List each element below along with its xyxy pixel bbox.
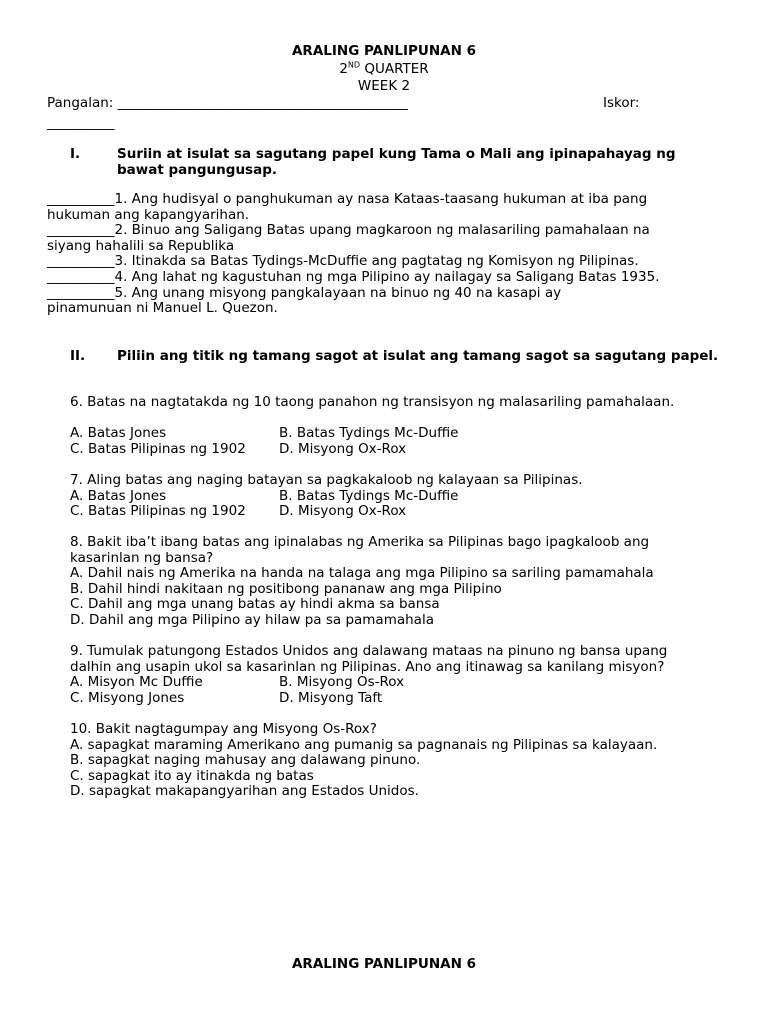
option-c: C. Batas Pilipinas ng 1902 [70, 503, 246, 520]
name-field[interactable] [47, 95, 408, 111]
part1-items [47, 192, 727, 317]
list-item: hukuman ang kapangyarihan. [47, 206, 250, 223]
question-text: 10. Bakit nagtagumpay ang Misyong Os-Rox? [70, 721, 377, 737]
list-item: __________1. Ang hudisyal o panghukuman ay nasa Kataas-taasang hukuman at iba pang [47, 191, 648, 207]
week-label: WEEK 2 [357, 78, 411, 94]
question-8 [70, 535, 730, 629]
name-label: Pangalan: [47, 95, 114, 111]
list-item: pinamunuan ni Manuel L. Quezon. [47, 300, 278, 317]
option-b: B. Dahil hindi nakitaan ng positibong pananaw ang mga Pilipino [70, 580, 502, 597]
question-text: dalhin ang usapin ukol sa kasarinlan ng Pilipinas. Ano ang itinawag sa kanilang misyon? [70, 658, 665, 675]
page-title: ARALING PANLIPUNAN 6 [291, 43, 477, 59]
option-c: C. Dahil ang mga unang batas ay hindi akma sa bansa [70, 596, 440, 613]
option-d: D. Misyong Ox-Rox [279, 440, 407, 457]
question-9 [70, 644, 730, 706]
option-a: A. Batas Jones [70, 425, 167, 441]
part2-instruction: Piliin ang titik ng tamang sagot at isulat ang tamang sagot sa sagutang papel. [117, 348, 719, 364]
question-text: 9. Tumulak patungong Estados Unidos ang dalawang mataas na pinuno ng bansa upang [70, 643, 668, 659]
part1-numeral: I. [70, 146, 81, 162]
option-b: B. sapagkat naging mahusay ang dalawang pinuno. [70, 752, 421, 769]
list-item: __________2. Binuo ang Saligang Batas upang magkaroon ng malasariling pamahalaan na [47, 222, 650, 239]
option-d: D. Misyong Ox-Rox [279, 503, 407, 520]
footer-title: ARALING PANLIPUNAN 6 [291, 956, 477, 972]
score-blank[interactable]: __________ [47, 115, 115, 131]
quarter-ordinal: ND [347, 60, 361, 70]
option-a: A. Batas Jones [70, 487, 167, 504]
option-a: A. Dahil nais ng Amerika na handa na talaga ang mga Pilipino sa sariling pamamahala [70, 565, 654, 582]
question-10 [70, 722, 730, 800]
quarter-label [0, 61, 768, 78]
question-text: 6. Batas na nagtatakda ng 10 taong panahon ng transisyon ng malasariling pamahalaan. [70, 394, 675, 410]
part1-instruction: Suriin at isulat sa sagutang papel kung Tama o Mali ang ipinapahayag ng bawat pangungusap. [117, 146, 676, 178]
list-item: siyang hahalili sa Republika [47, 237, 235, 254]
option-c: C. Misyong Jones [70, 689, 185, 706]
list-item: __________4. Ang lahat ng kagustuhan ng mga Pilipino ay nailagay sa Saligang Batas 1935. [47, 268, 660, 285]
option-c: C. Batas Pilipinas ng 1902 [70, 440, 246, 457]
option-b: B. Misyong Os-Rox [279, 674, 405, 691]
question-7 [70, 473, 730, 520]
option-a: A. Misyon Mc Duffie [70, 674, 203, 691]
quarter-word: QUARTER [364, 61, 429, 77]
part2-numeral: II. [70, 348, 86, 364]
option-d: D. sapagkat makapangyarihan ang Estados Unidos. [70, 783, 419, 800]
question-text: 7. Aling batas ang naging batayan sa pagkakaloob ng kalayaan sa Pilipinas. [70, 472, 583, 488]
question-text: kasarinlan ng bansa? [70, 549, 214, 566]
list-item: __________5. Ang unang misyong pangkalayaan na binuo ng 40 na kasapi ay [47, 284, 562, 301]
option-c: C. sapagkat ito ay itinakda ng batas [70, 767, 314, 784]
option-d: D. Dahil ang mga Pilipino ay hilaw pa sa pamamahala [70, 611, 434, 628]
question-6-options [70, 426, 730, 457]
quarter-number: 2 [339, 61, 348, 77]
list-item: __________3. Itinakda sa Batas Tydings-McDuffie ang pagtatag ng Komisyon ng Pilipinas. [47, 253, 639, 270]
name-blank[interactable]: ___________________________________________ [117, 95, 408, 111]
question-6 [70, 395, 730, 411]
question-text: 8. Bakit iba’t ibang batas ang ipinalabas ng Amerika sa Pilipinas bago ipagkaloob ang [70, 534, 650, 550]
option-b: B. Batas Tydings Mc-Duffie [279, 487, 459, 504]
score-label: Iskor: [603, 95, 640, 111]
option-d: D. Misyong Taft [279, 689, 383, 706]
option-b: B. Batas Tydings Mc-Duffie [279, 425, 459, 441]
option-a: A. sapagkat maraming Amerikano ang pumanig sa pagnanais ng Pilipinas sa kalayaan. [70, 736, 658, 753]
